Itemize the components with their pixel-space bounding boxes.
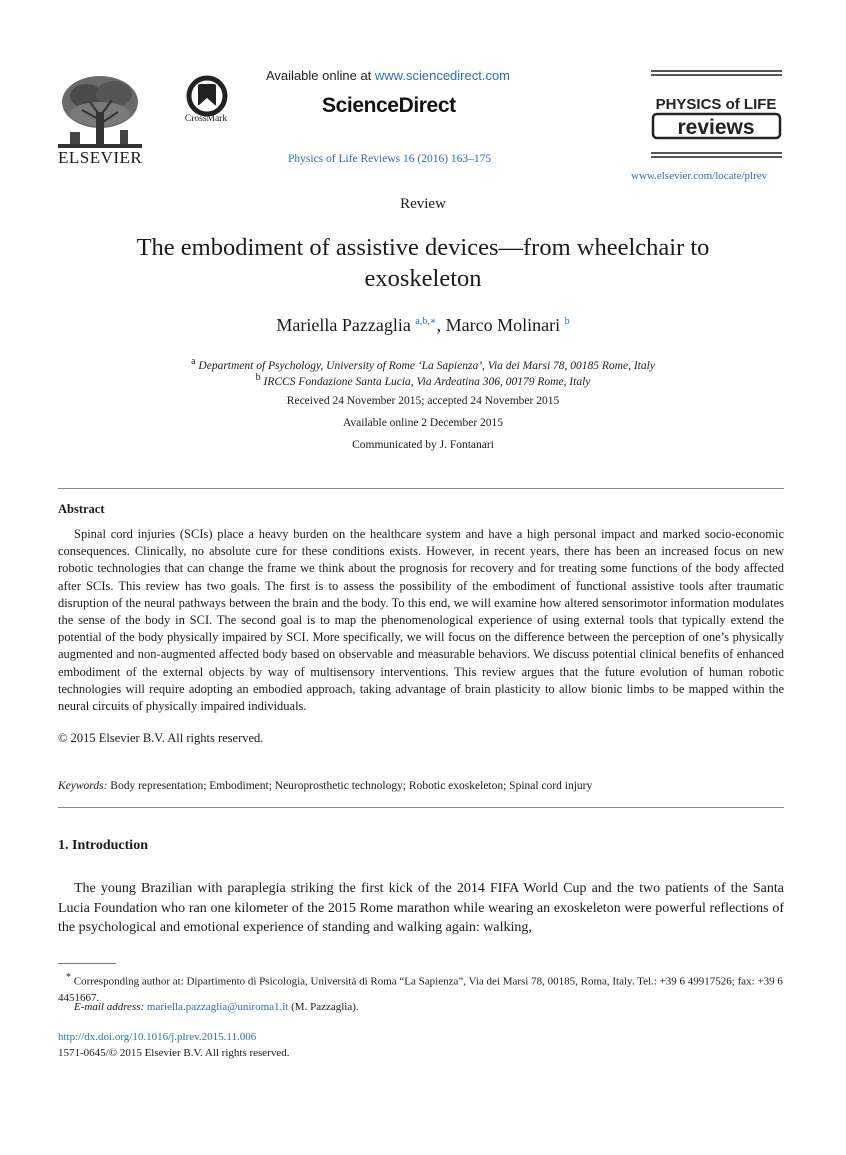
email-link[interactable]: mariella.pazzaglia@uniroma1.it (146, 1001, 289, 1013)
journal-reference-link[interactable]: Physics of Life Reviews 16 (2016) 163–175 (288, 153, 492, 165)
sciencedirect-link[interactable]: www.sciencedirect.com (374, 68, 511, 83)
journal-logo-line1: PHYSICS of LIFE (655, 96, 777, 113)
email-footnote (74, 1001, 359, 1013)
sciencedirect-wordmark: ScienceDirect (322, 94, 456, 117)
affiliation-b (0, 372, 846, 388)
footnote-text: Corresponding author at: Dipartimento di Psicologia, Università di Roma “La Sapienza”, Via dei Marsi 78, 00185, Roma, Italy. Tel.: +39 6 49917526; fax: +39 6 4451667. (58, 975, 783, 1004)
abstract-body: Spinal cord injuries (SCIs) place a heavy burden on the healthcare system and have a high personal impact and marked socio-economic consequences. Clinically, no absolute cure for these conditions exists. However, in recent years, there has been an increased focus on new robotic technologies that can change the frame we think about the prognosis for recovery and for treating some functions of the body affected after SCIs. This review has two goals. The first is to assess the possibility of the embodiment of functional assistive tools after traumatic disruption of the neural pathways between the brain and the body. To this end, we will examine how altered sensorimotor information modulates the sense of the body in SCI. The second goal is to map the phenomenological experience of using external tools that typically extend the potential of the body physically impaired by SCI. More specifically, we will focus on the difference between the perception of one’s physically augmented and non-augmented affected body based on observable and measurable behaviors. We discuss potential clinical benefits of enhanced embodiment of the external objects by way of multisensory interventions. This review argues that the future evolution of human robotic technologies will require adopting an embodied approach, taking advantage of brain plasticity to allow bionic limbs to be mapped within the neural circuits of physically impaired individuals. (58, 527, 784, 714)
journal-logo-bottom-rules (651, 152, 782, 160)
available-online-line (266, 68, 510, 83)
section-body: The young Brazilian with paraplegia striking the first kick of the 2014 FIFA World Cup and the two patients of the Santa Lucia Foundation who ran one kilometer of the 2015 Rome marathon while wearing an exoskeleton were powerful reflections of the psychological and emotional experience of standing and walking again: walking, (58, 881, 784, 935)
keywords-label: Keywords: (58, 780, 108, 792)
communicated-by: Communicated by J. Fontanari (352, 439, 494, 451)
affiliation-a-mark: a (191, 356, 196, 367)
affiliation-a-text: Department of Psychology, University of Rome ‘La Sapienza’, Via dei Marsi 78, 00185 Rome, Italy (198, 359, 655, 372)
journal-logo (651, 92, 782, 142)
issn-copyright: 1571-0645/© 2015 Elsevier B.V. All rights reserved. (58, 1047, 290, 1059)
article-type: Review (400, 196, 446, 212)
divider (58, 488, 784, 489)
author-1-affiliation-marks[interactable]: a,b,∗ (415, 316, 437, 327)
keywords-text: Body representation; Embodiment; Neuroprosthetic technology; Robotic exoskeleton; Spinal cord injury (107, 780, 593, 792)
affiliation-b-mark: b (255, 372, 261, 383)
available-online-date: Available online 2 December 2015 (342, 417, 504, 429)
publisher-wordmark: ELSEVIER (58, 148, 143, 167)
available-online-prefix: Available online at (266, 68, 375, 83)
journal-logo-line2: reviews (677, 116, 755, 139)
footnote-mark[interactable]: * (66, 972, 71, 983)
email-suffix: (M. Pazzaglia). (288, 1001, 359, 1013)
keywords (58, 780, 592, 792)
divider (58, 807, 784, 808)
author-list (0, 315, 846, 336)
author-2-affiliation-marks[interactable]: b (564, 316, 570, 327)
footnote-rule (58, 963, 116, 964)
author-1[interactable]: Mariella Pazzaglia (276, 315, 411, 335)
received-dates: Received 24 November 2015; accepted 24 November 2015 (286, 395, 560, 407)
abstract-heading: Abstract (58, 502, 105, 516)
affiliation-b-text: IRCCS Fondazione Santa Lucia, Via Ardeatina 306, 00179 Rome, Italy (263, 375, 591, 388)
section-heading: 1. Introduction (58, 838, 148, 853)
abstract-copyright: © 2015 Elsevier B.V. All rights reserved. (58, 731, 264, 745)
affiliation-a (0, 356, 846, 372)
journal-homepage-link[interactable]: www.elsevier.com/locate/plrev (631, 170, 768, 182)
author-separator: , (436, 315, 446, 335)
journal-logo-top-rules (651, 70, 782, 78)
crossmark-label: CrossMark (184, 114, 228, 124)
article-title: The embodiment of assistive devices—from wheelchair to exoskeleton (136, 234, 710, 292)
doi-link[interactable]: http://dx.doi.org/10.1016/j.plrev.2015.11.006 (58, 1031, 257, 1043)
email-label: E-mail address: (74, 1001, 145, 1013)
author-2[interactable]: Marco Molinari (445, 315, 561, 335)
